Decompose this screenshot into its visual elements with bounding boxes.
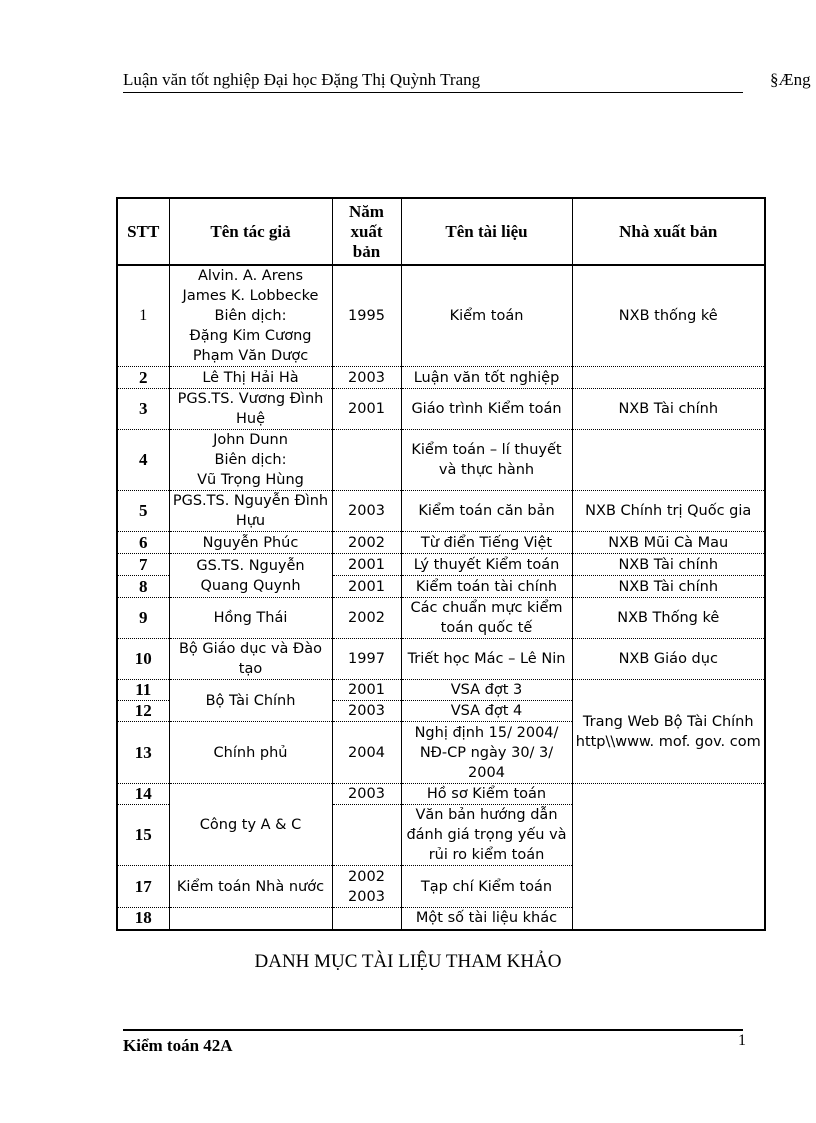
cell-author: Kiểm toán Nhà nước [169, 866, 332, 908]
table-header-row [117, 198, 765, 265]
cell-stt: 8 [117, 576, 169, 598]
cell-stt: 9 [117, 598, 169, 639]
cell-stt: 17 [117, 866, 169, 908]
cell-year [332, 805, 401, 866]
cell-publisher: NXB Tài chính [572, 576, 765, 598]
cell-publisher: NXB Chính trị Quốc gia [572, 491, 765, 532]
references-caption: DANH MỤC TÀI LIỆU THAM KHẢO [254, 951, 562, 972]
cell-title: Luận văn tốt nghiệp [401, 367, 572, 389]
table-row [117, 680, 765, 701]
cell-title: Giáo trình Kiểm toán [401, 389, 572, 430]
cell-publisher [572, 784, 765, 930]
cell-stt: 18 [117, 908, 169, 930]
cell-stt: 7 [117, 554, 169, 576]
cell-author: Alvin. A. Arens James K. Lobbecke Biên dịch: Đặng Kim Cương Phạm Văn Dược [169, 265, 332, 367]
table-row [117, 389, 765, 430]
cell-author: Bộ Giáo dục và Đào tạo [169, 639, 332, 680]
cell-title: VSA đợt 3 [401, 680, 572, 701]
cell-year: 2003 [332, 784, 401, 805]
page-header [123, 70, 743, 93]
header-publisher: Nhà xuất bản [572, 198, 765, 265]
cell-author: Công ty A & C [169, 784, 332, 866]
cell-publisher: Trang Web Bộ Tài Chính http\\www. mof. gov. com [572, 680, 765, 784]
table-row [117, 367, 765, 389]
table-row [117, 265, 765, 367]
cell-title: Triết học Mác – Lê Nin [401, 639, 572, 680]
table-row [117, 430, 765, 491]
cell-stt: 11 [117, 680, 169, 701]
header-year [332, 198, 401, 265]
cell-stt: 13 [117, 722, 169, 784]
cell-year: 2003 [332, 491, 401, 532]
cell-stt: 5 [117, 491, 169, 532]
cell-publisher [572, 367, 765, 389]
header-author: Tên tác giả [169, 198, 332, 265]
cell-stt: 2 [117, 367, 169, 389]
cell-title: Một số tài liệu khác [401, 908, 572, 930]
cell-publisher: NXB Tài chính [572, 554, 765, 576]
cell-author: PGS.TS. Nguyễn Đình Hựu [169, 491, 332, 532]
cell-publisher: NXB Mũi Cà Mau [572, 532, 765, 554]
table-row [117, 532, 765, 554]
header-title: Tên tài liệu [401, 198, 572, 265]
cell-year: 2004 [332, 722, 401, 784]
cell-year: 2001 [332, 554, 401, 576]
cell-year [332, 908, 401, 930]
cell-year: 2002 [332, 598, 401, 639]
cell-title: Kiểm toán – lí thuyết và thực hành [401, 430, 572, 491]
footer-text: Kiểm toán 42A [123, 1036, 233, 1055]
cell-year: 2003 [332, 367, 401, 389]
cell-year: 2001 [332, 576, 401, 598]
cell-publisher [572, 430, 765, 491]
cell-title: Văn bản hướng dẫn đánh giá trọng yếu và rủi ro kiểm toán [401, 805, 572, 866]
cell-year: 2002 2003 [332, 866, 401, 908]
cell-publisher: NXB Giáo dục [572, 639, 765, 680]
references-table [116, 197, 766, 931]
cell-title: Kiểm toán tài chính [401, 576, 572, 598]
table-row [117, 784, 765, 805]
cell-publisher: NXB Tài chính [572, 389, 765, 430]
cell-author [169, 908, 332, 930]
cell-title: Tạp chí Kiểm toán [401, 866, 572, 908]
header-title: Luận văn tốt nghiệp Đại học Đặng Thị Quỳnh Trang [123, 70, 481, 89]
cell-year: 1997 [332, 639, 401, 680]
cell-title: Từ điển Tiếng Việt [401, 532, 572, 554]
cell-year: 2001 [332, 389, 401, 430]
cell-stt: 4 [117, 430, 169, 491]
page-number: 1 [738, 1032, 746, 1049]
cell-stt: 3 [117, 389, 169, 430]
cell-year: 1995 [332, 265, 401, 367]
table-row [117, 639, 765, 680]
cell-author: Lê Thị Hải Hà [169, 367, 332, 389]
cell-stt: 12 [117, 701, 169, 722]
cell-title: Kiểm toán [401, 265, 572, 367]
header-stt: STT [117, 198, 169, 265]
cell-year [332, 430, 401, 491]
cell-publisher: NXB Thống kê [572, 598, 765, 639]
cell-title: Nghị định 15/ 2004/ NĐ-CP ngày 30/ 3/ 2004 [401, 722, 572, 784]
header-right-text: §Æng [770, 70, 811, 89]
cell-title: Lý thuyết Kiểm toán [401, 554, 572, 576]
table-row [117, 598, 765, 639]
table-row [117, 554, 765, 576]
cell-author: John Dunn Biên dịch: Vũ Trọng Hùng [169, 430, 332, 491]
cell-year: 2003 [332, 701, 401, 722]
cell-stt: 15 [117, 805, 169, 866]
cell-author: Nguyễn Phúc [169, 532, 332, 554]
cell-author: Hồng Thái [169, 598, 332, 639]
table-row [117, 491, 765, 532]
cell-publisher: NXB thống kê [572, 265, 765, 367]
cell-author: Bộ Tài Chính [169, 680, 332, 722]
cell-year: 2001 [332, 680, 401, 701]
cell-author: GS.TS. Nguyễn Quang Quynh [169, 554, 332, 598]
cell-title: Kiểm toán căn bản [401, 491, 572, 532]
cell-title: Các chuẩn mực kiểm toán quốc tế [401, 598, 572, 639]
cell-title: VSA đợt 4 [401, 701, 572, 722]
cell-stt: 6 [117, 532, 169, 554]
cell-author: Chính phủ [169, 722, 332, 784]
cell-title: Hồ sơ Kiểm toán [401, 784, 572, 805]
cell-stt: 10 [117, 639, 169, 680]
cell-year: 2002 [332, 532, 401, 554]
header-year-text: Năm xuất bản [349, 201, 384, 261]
cell-author: PGS.TS. Vương Đình Huệ [169, 389, 332, 430]
cell-stt: 14 [117, 784, 169, 805]
footer-divider [123, 1029, 743, 1031]
cell-stt: 1 [117, 265, 169, 367]
